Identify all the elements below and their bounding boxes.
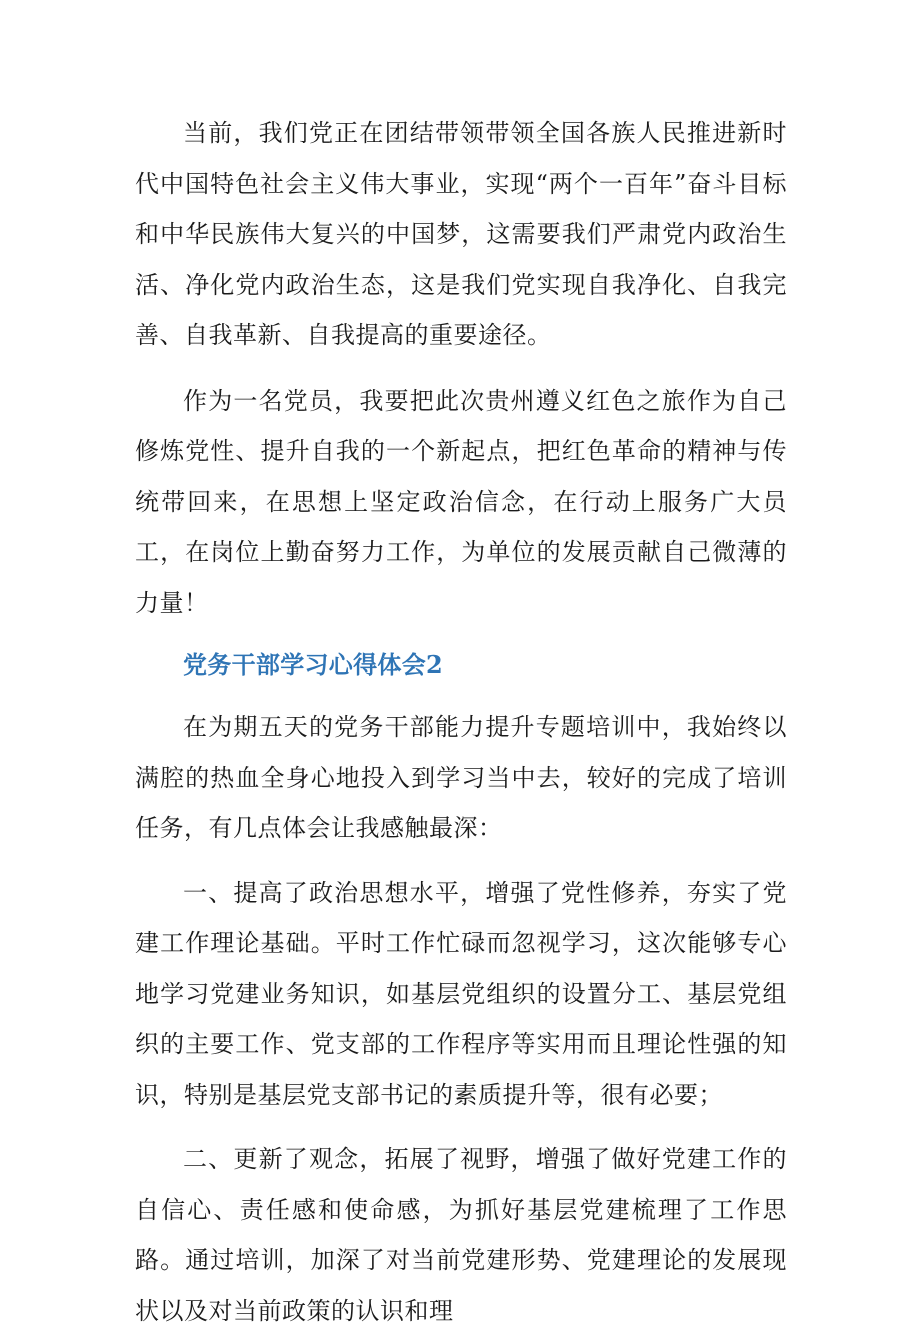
section-heading: 党务干部学习心得体会2 (183, 650, 443, 679)
paragraph-training-intro: 在为期五天的党务干部能力提升专题培训中，我始终以满腔的热血全身心地投入到学习当中去，较好的完成了培训任务，有几点体会让我感触最深： (135, 713, 787, 842)
paragraph-point-one: 一、提高了政治思想水平，增强了党性修养，夯实了党建工作理论基础。平时工作忙碌而忽视学习，这次能够专心地学习党建业务知识，如基层党组织的设置分工、基层党组织的主要工作、党支部的工作程序等实用而且理论性强的知识，特别是基层党支部书记的素质提升等，很有必要； (135, 878, 787, 1109)
paragraph-point-two: 二、更新了观念，拓展了视野，增强了做好党建工作的自信心、责任感和使命感，为抓好基层党建梳理了工作思路。通过培训，加深了对当前党建形势、党建理论的发展现状以及对当前政策的认识和理 (135, 1145, 787, 1325)
paragraph-party-member: 作为一名党员，我要把此次贵州遵义红色之旅作为自己修炼党性、提升自我的一个新起点，把红色革命的精神与传统带回来，在思想上坚定政治信念，在行动上服务广大员工，在岗位上勤奋努力工作，为单位的发展贡献自己微薄的力量！ (135, 386, 787, 617)
document-page (135, 108, 787, 1336)
paragraph-current-situation: 当前，我们党正在团结带领带领全国各族人民推进新时代中国特色社会主义伟大事业，实现“两个一百年”奋斗目标和中华民族伟大复兴的中国梦，这需要我们严肃党内政治生活、净化党内政治生态，这是我们党实现自我净化、自我完善、自我革新、自我提高的重要途径。 (135, 119, 787, 349)
